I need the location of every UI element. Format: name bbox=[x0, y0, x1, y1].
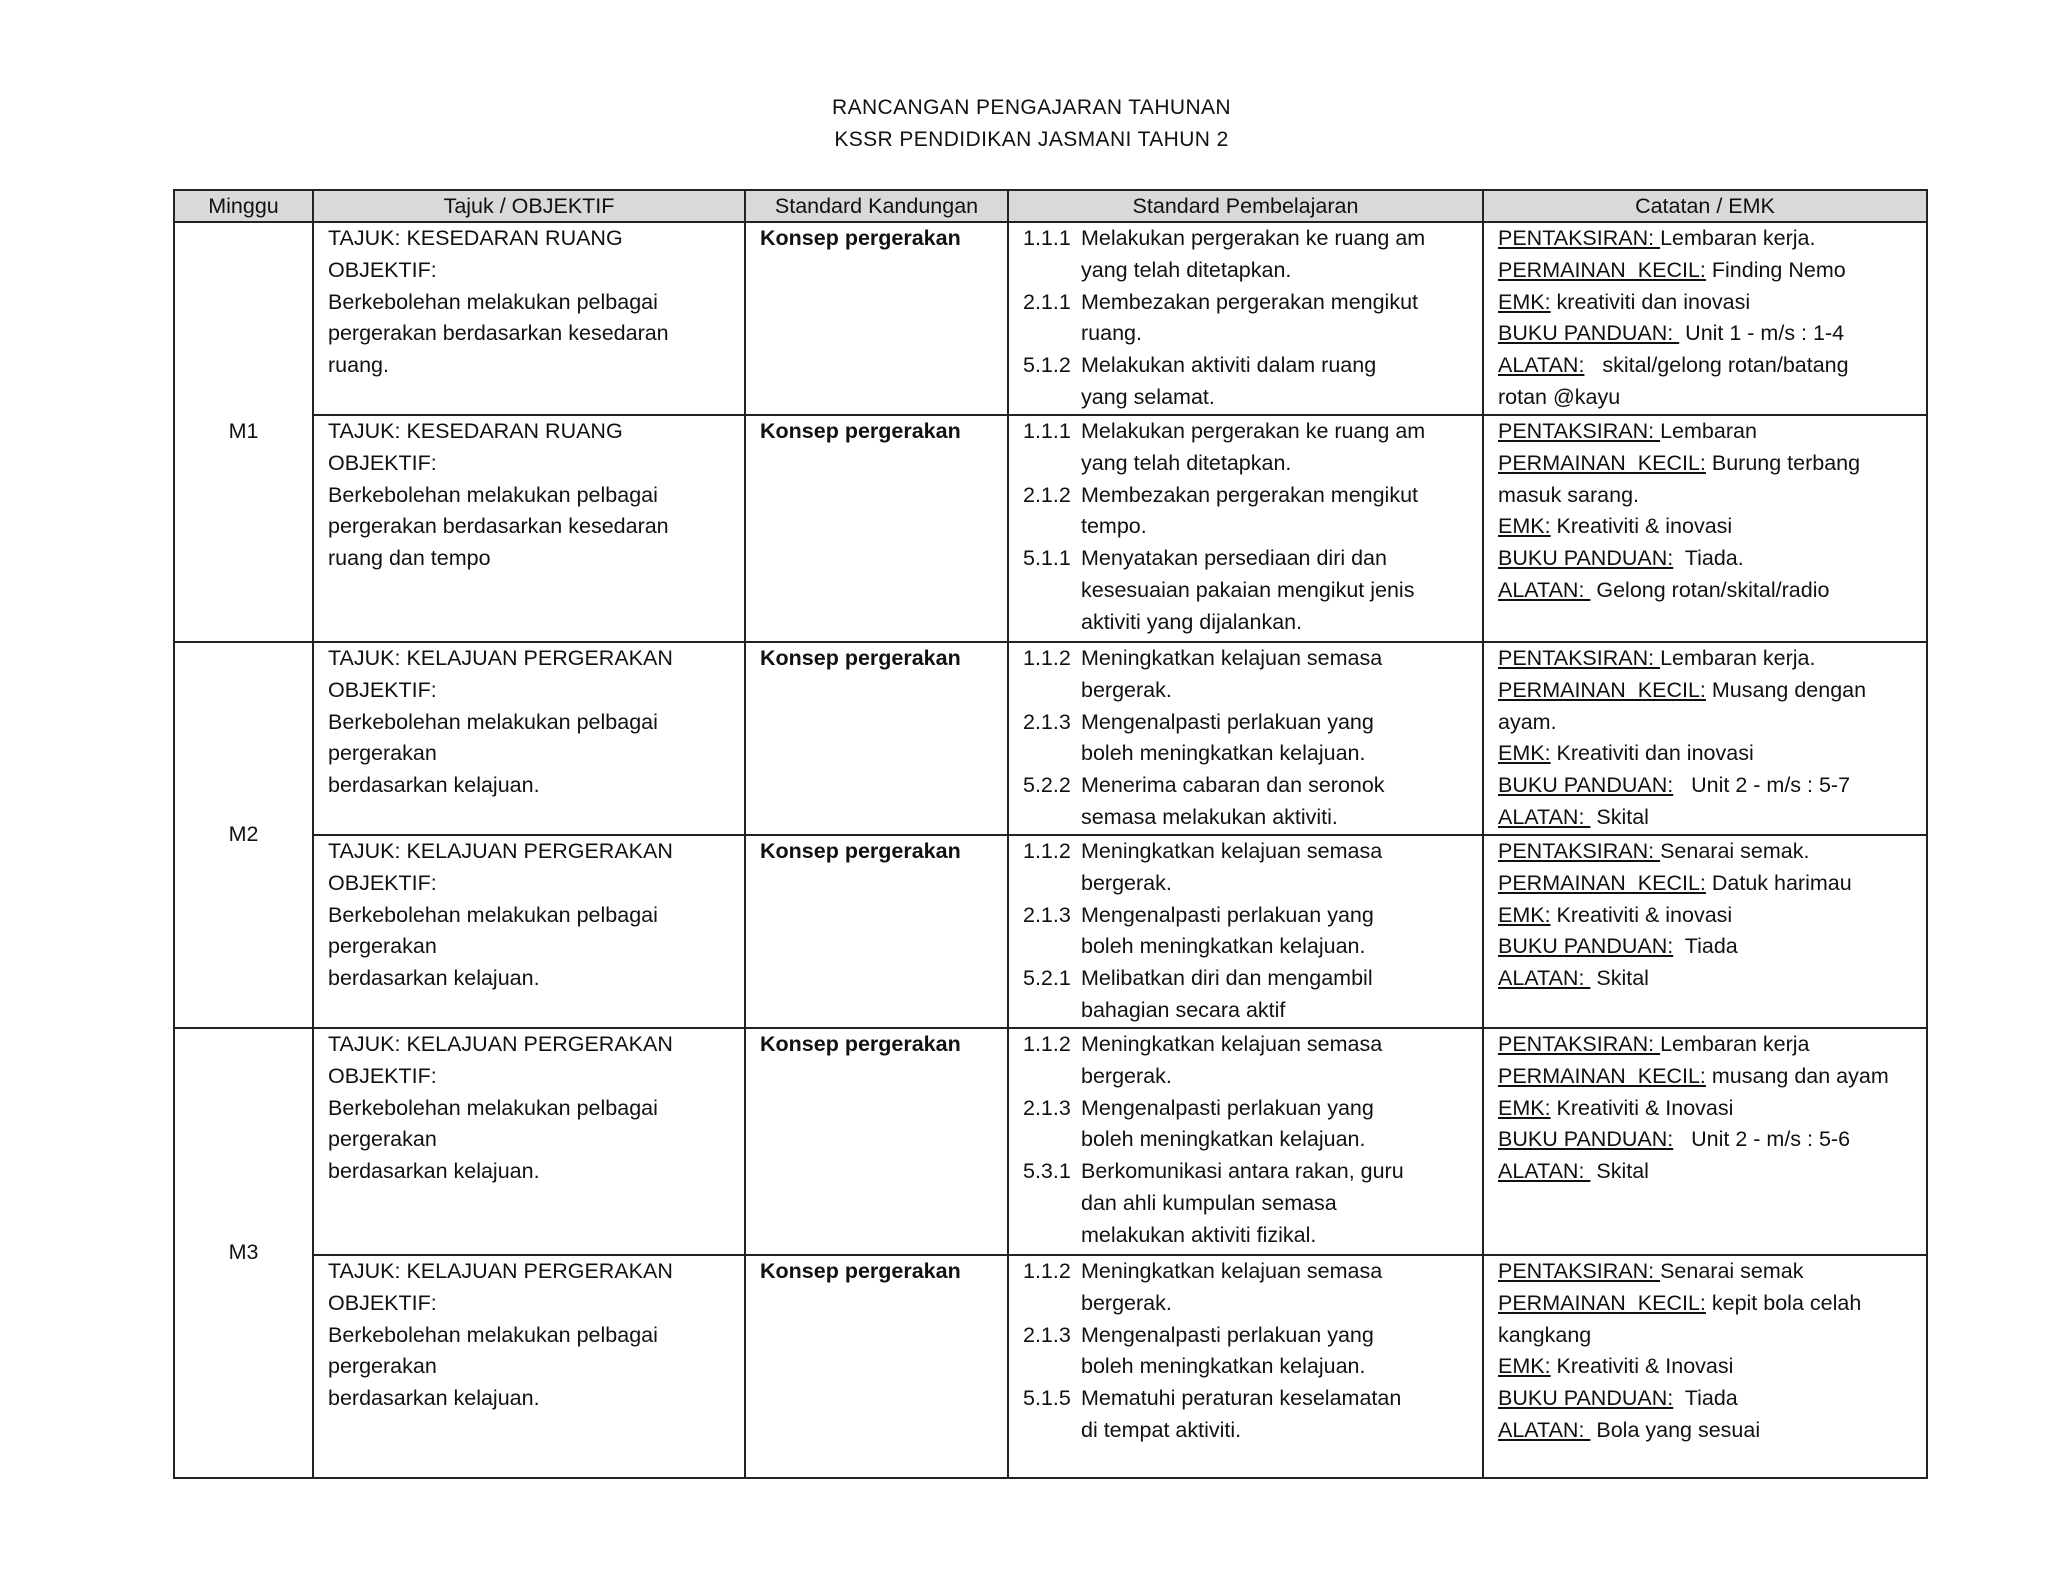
learning-standard-item bbox=[1023, 287, 1474, 351]
table-row bbox=[174, 835, 1927, 1028]
learning-standard-text: Mengenalpasti perlakuan yang bbox=[1081, 1322, 1374, 1347]
catatan-emk-cell bbox=[1483, 1028, 1927, 1255]
learning-standard-item bbox=[1023, 1320, 1474, 1384]
note-line bbox=[1498, 1351, 1918, 1383]
learning-standard-code: 2.1.3 bbox=[1023, 709, 1071, 734]
note-text: Kreativiti & Inovasi bbox=[1550, 1354, 1734, 1379]
learning-standard-text: Membezakan pergerakan mengikut bbox=[1081, 482, 1419, 507]
note-label: PENTAKSIRAN: bbox=[1498, 1259, 1661, 1283]
note-line bbox=[1498, 448, 1918, 480]
yearly-plan-table bbox=[173, 189, 1928, 1479]
tajuk-line: Berkebolehan melakukan pelbagai bbox=[328, 709, 658, 734]
learning-standard-text: semasa melakukan aktiviti. bbox=[1081, 804, 1338, 829]
learning-standard-code: 1.1.2 bbox=[1023, 646, 1071, 670]
standard-kandungan-cell: Konsep pergerakan bbox=[745, 1255, 1008, 1478]
note-line bbox=[1498, 255, 1918, 287]
note-text: Senarai semak. bbox=[1660, 839, 1810, 863]
note-line bbox=[1498, 707, 1918, 739]
learning-standard-item bbox=[1023, 1029, 1474, 1093]
tajuk-line: TAJUK: KESEDARAN RUANG bbox=[328, 226, 623, 250]
note-line bbox=[1498, 575, 1918, 607]
standard-pembelajaran-cell bbox=[1008, 1255, 1483, 1478]
note-label: PERMAINAN KECIL: bbox=[1498, 257, 1706, 282]
learning-standard-text: dan ahli kumpulan semasa bbox=[1081, 1190, 1337, 1215]
note-text: Gelong rotan/skital/radio bbox=[1590, 577, 1830, 602]
learning-standard-text: Meningkatkan kelajuan semasa bbox=[1081, 646, 1383, 670]
learning-standard-item bbox=[1023, 1156, 1474, 1251]
catatan-emk-cell bbox=[1483, 1255, 1927, 1478]
tajuk-line: pergerakan bbox=[328, 1354, 437, 1379]
learning-standard-text: Mengenalpasti perlakuan yang bbox=[1081, 709, 1374, 734]
note-text: Bola yang sesuai bbox=[1590, 1417, 1761, 1442]
tajuk-line: berdasarkan kelajuan. bbox=[328, 773, 540, 798]
note-label: ALATAN: bbox=[1498, 1417, 1591, 1442]
learning-standard-item bbox=[1023, 836, 1474, 900]
note-line bbox=[1498, 802, 1918, 834]
note-label: PENTAKSIRAN: bbox=[1498, 226, 1661, 250]
tajuk-line: berdasarkan kelajuan. bbox=[328, 966, 540, 991]
note-text: rotan @kayu bbox=[1498, 384, 1621, 409]
note-line bbox=[1498, 1093, 1918, 1125]
note-label: EMK: bbox=[1498, 514, 1551, 539]
learning-standard-text: boleh meningkatkan kelajuan. bbox=[1081, 1127, 1366, 1152]
learning-standard-text: Mematuhi peraturan keselamatan bbox=[1081, 1386, 1402, 1411]
learning-standard-code: 2.1.3 bbox=[1023, 1095, 1071, 1120]
learning-standard-text: boleh meningkatkan kelajuan. bbox=[1081, 934, 1366, 959]
tajuk-line: TAJUK: KELAJUAN PERGERAKAN bbox=[328, 839, 673, 863]
standard-kandungan-cell: Konsep pergerakan bbox=[745, 222, 1008, 415]
note-line bbox=[1498, 1124, 1918, 1156]
note-label: ALATAN: bbox=[1498, 966, 1591, 991]
note-text: Tiada. bbox=[1673, 546, 1744, 571]
note-text: Unit 2 - m/s : 5-7 bbox=[1673, 773, 1851, 798]
note-label: PENTAKSIRAN: bbox=[1498, 419, 1661, 443]
tajuk-objektif-cell bbox=[313, 1028, 745, 1255]
learning-standard-code: 1.1.2 bbox=[1023, 839, 1071, 863]
note-text: Musang dengan bbox=[1705, 677, 1867, 702]
learning-standard-text: yang telah ditetapkan. bbox=[1081, 257, 1292, 282]
note-line bbox=[1498, 223, 1918, 255]
standard-pembelajaran-cell bbox=[1008, 415, 1483, 642]
note-line bbox=[1498, 318, 1918, 350]
learning-standard-text: bergerak. bbox=[1081, 1063, 1172, 1088]
header-catatan: Catatan / EMK bbox=[1483, 190, 1927, 222]
learning-standard-item bbox=[1023, 707, 1474, 771]
learning-standard-text: Melibatkan diri dan mengambil bbox=[1081, 966, 1373, 991]
tajuk-objektif-cell bbox=[313, 642, 745, 835]
learning-standard-code: 5.1.5 bbox=[1023, 1386, 1071, 1411]
note-line bbox=[1498, 1415, 1918, 1447]
learning-standard-item bbox=[1023, 350, 1474, 414]
note-line bbox=[1498, 511, 1918, 543]
note-text: Kreativiti & inovasi bbox=[1550, 902, 1733, 927]
learning-standard-text: di tempat aktiviti. bbox=[1081, 1417, 1242, 1442]
learning-standard-text: Meningkatkan kelajuan semasa bbox=[1081, 839, 1383, 863]
learning-standard-code: 5.2.2 bbox=[1023, 773, 1071, 798]
tajuk-line: TAJUK: KELAJUAN PERGERAKAN bbox=[328, 1259, 673, 1283]
learning-standard-text: tempo. bbox=[1081, 514, 1147, 539]
note-text: Kreativiti & inovasi bbox=[1550, 514, 1733, 539]
note-line bbox=[1498, 643, 1918, 675]
note-label: BUKU PANDUAN: bbox=[1498, 321, 1680, 346]
note-line bbox=[1498, 738, 1918, 770]
note-line bbox=[1498, 963, 1918, 995]
note-text: Finding Nemo bbox=[1705, 257, 1846, 282]
catatan-emk-cell bbox=[1483, 835, 1927, 1028]
learning-standard-text: bergerak. bbox=[1081, 870, 1172, 895]
note-line bbox=[1498, 675, 1918, 707]
note-text: ayam. bbox=[1498, 709, 1557, 734]
learning-standard-item bbox=[1023, 1256, 1474, 1320]
learning-standard-item bbox=[1023, 1383, 1474, 1447]
tajuk-line: Berkebolehan melakukan pelbagai bbox=[328, 902, 658, 927]
table-body bbox=[174, 222, 1927, 1478]
tajuk-line: pergerakan bbox=[328, 934, 437, 959]
learning-standard-code: 5.1.1 bbox=[1023, 546, 1071, 571]
learning-standard-text: Melakukan pergerakan ke ruang am bbox=[1081, 419, 1426, 443]
note-line bbox=[1498, 836, 1918, 868]
note-line bbox=[1498, 931, 1918, 963]
note-text: kangkang bbox=[1498, 1322, 1592, 1347]
standard-pembelajaran-cell bbox=[1008, 642, 1483, 835]
note-label: EMK: bbox=[1498, 289, 1551, 314]
note-label: ALATAN: bbox=[1498, 577, 1591, 602]
tajuk-line: TAJUK: KELAJUAN PERGERAKAN bbox=[328, 1032, 673, 1056]
note-label: PENTAKSIRAN: bbox=[1498, 646, 1661, 670]
note-line bbox=[1498, 1383, 1918, 1415]
learning-standard-text: Mengenalpasti perlakuan yang bbox=[1081, 902, 1374, 927]
note-label: BUKU PANDUAN: bbox=[1498, 1386, 1674, 1411]
tajuk-objektif-cell bbox=[313, 1255, 745, 1478]
note-line bbox=[1498, 350, 1918, 382]
table-row bbox=[174, 415, 1927, 642]
learning-standard-text: melakukan aktiviti fizikal. bbox=[1081, 1222, 1317, 1247]
learning-standard-code: 2.1.2 bbox=[1023, 482, 1071, 507]
learning-standard-code: 1.1.2 bbox=[1023, 1259, 1071, 1283]
note-label: ALATAN: bbox=[1498, 804, 1591, 829]
note-label: PERMAINAN KECIL: bbox=[1498, 450, 1706, 475]
learning-standard-code: 2.1.3 bbox=[1023, 902, 1071, 927]
learning-standard-code: 1.1.2 bbox=[1023, 1032, 1071, 1056]
note-line bbox=[1498, 1288, 1918, 1320]
tajuk-line: pergerakan bbox=[328, 1127, 437, 1152]
note-label: PERMAINAN KECIL: bbox=[1498, 870, 1706, 895]
note-text: kepit bola celah bbox=[1705, 1290, 1862, 1315]
note-text: Senarai semak bbox=[1660, 1259, 1804, 1283]
tajuk-objektif-cell bbox=[313, 835, 745, 1028]
tajuk-line: OBJEKTIF: bbox=[328, 677, 437, 702]
note-text: Kreativiti & Inovasi bbox=[1550, 1095, 1734, 1120]
learning-standard-text: Meningkatkan kelajuan semasa bbox=[1081, 1259, 1383, 1283]
note-label: EMK: bbox=[1498, 1095, 1551, 1120]
note-text: Burung terbang bbox=[1705, 450, 1861, 475]
tajuk-line: TAJUK: KESEDARAN RUANG bbox=[328, 419, 623, 443]
note-line bbox=[1498, 900, 1918, 932]
note-label: EMK: bbox=[1498, 902, 1551, 927]
header-minggu: Minggu bbox=[174, 190, 313, 222]
note-text: Lembaran kerja. bbox=[1660, 226, 1816, 250]
table-row bbox=[174, 642, 1927, 835]
note-text: Skital bbox=[1590, 966, 1649, 991]
note-label: BUKU PANDUAN: bbox=[1498, 546, 1674, 571]
learning-standard-code: 5.1.2 bbox=[1023, 353, 1071, 378]
title-line-2: KSSR PENDIDIKAN JASMANI TAHUN 2 bbox=[834, 128, 1229, 151]
note-text: Unit 2 - m/s : 5-6 bbox=[1673, 1127, 1851, 1152]
note-label: BUKU PANDUAN: bbox=[1498, 773, 1674, 798]
note-label: PERMAINAN KECIL: bbox=[1498, 1290, 1706, 1315]
note-text: masuk sarang. bbox=[1498, 482, 1640, 507]
header-row bbox=[174, 190, 1927, 222]
tajuk-line: OBJEKTIF: bbox=[328, 1063, 437, 1088]
learning-standard-text: Melakukan aktiviti dalam ruang bbox=[1081, 353, 1377, 378]
tajuk-line: Berkebolehan melakukan pelbagai bbox=[328, 1322, 658, 1347]
tajuk-line: pergerakan bbox=[328, 741, 437, 766]
tajuk-line: ruang dan tempo bbox=[328, 546, 491, 571]
tajuk-objektif-cell bbox=[313, 222, 745, 415]
standard-pembelajaran-cell bbox=[1008, 1028, 1483, 1255]
note-label: EMK: bbox=[1498, 741, 1551, 766]
week-label: M3 bbox=[174, 1028, 313, 1478]
note-label: PENTAKSIRAN: bbox=[1498, 839, 1661, 863]
learning-standard-text: yang selamat. bbox=[1081, 384, 1215, 409]
note-text: musang dan ayam bbox=[1705, 1063, 1889, 1088]
tajuk-line: TAJUK: KELAJUAN PERGERAKAN bbox=[328, 646, 673, 670]
tajuk-line: berdasarkan kelajuan. bbox=[328, 1386, 540, 1411]
note-text: Lembaran kerja bbox=[1660, 1032, 1810, 1056]
note-text: Datuk harimau bbox=[1705, 870, 1852, 895]
tajuk-line: OBJEKTIF: bbox=[328, 450, 437, 475]
learning-standard-text: Menerima cabaran dan seronok bbox=[1081, 773, 1385, 798]
learning-standard-text: aktiviti yang dijalankan. bbox=[1081, 609, 1303, 634]
tajuk-line: pergerakan berdasarkan kesedaran bbox=[328, 321, 669, 346]
learning-standard-item bbox=[1023, 223, 1474, 287]
note-text: Tiada bbox=[1673, 934, 1738, 959]
tajuk-objektif-cell bbox=[313, 415, 745, 642]
learning-standard-code: 2.1.3 bbox=[1023, 1322, 1071, 1347]
table-row bbox=[174, 1255, 1927, 1478]
learning-standard-text: ruang. bbox=[1081, 321, 1142, 346]
catatan-emk-cell bbox=[1483, 642, 1927, 835]
note-line bbox=[1498, 1061, 1918, 1093]
catatan-emk-cell bbox=[1483, 415, 1927, 642]
note-label: ALATAN: bbox=[1498, 353, 1585, 378]
note-line bbox=[1498, 287, 1918, 319]
standard-kandungan-cell: Konsep pergerakan bbox=[745, 642, 1008, 835]
tajuk-line: OBJEKTIF: bbox=[328, 870, 437, 895]
learning-standard-item bbox=[1023, 416, 1474, 480]
standard-pembelajaran-cell bbox=[1008, 222, 1483, 415]
note-label: PERMAINAN KECIL: bbox=[1498, 677, 1706, 702]
tajuk-line: ruang. bbox=[328, 353, 389, 378]
header-standard-kandungan: Standard Kandungan bbox=[745, 190, 1008, 222]
learning-standard-item bbox=[1023, 543, 1474, 638]
learning-standard-code: 5.2.1 bbox=[1023, 966, 1071, 991]
note-line bbox=[1498, 1256, 1918, 1288]
learning-standard-text: boleh meningkatkan kelajuan. bbox=[1081, 1354, 1366, 1379]
note-text: Skital bbox=[1590, 804, 1649, 829]
note-line bbox=[1498, 480, 1918, 512]
note-label: ALATAN: bbox=[1498, 1159, 1591, 1184]
tajuk-line: OBJEKTIF: bbox=[328, 1290, 437, 1315]
learning-standard-item bbox=[1023, 1093, 1474, 1157]
standard-pembelajaran-cell bbox=[1008, 835, 1483, 1028]
learning-standard-text: Menyatakan persediaan diri dan bbox=[1081, 546, 1387, 571]
note-text: Unit 1 - m/s : 1-4 bbox=[1679, 321, 1845, 346]
learning-standard-text: yang telah ditetapkan. bbox=[1081, 450, 1292, 475]
note-line bbox=[1498, 416, 1918, 448]
learning-standard-item bbox=[1023, 480, 1474, 544]
header-standard-pembelajaran: Standard Pembelajaran bbox=[1008, 190, 1483, 222]
note-text: kreativiti dan inovasi bbox=[1550, 289, 1751, 314]
note-label: EMK: bbox=[1498, 1354, 1551, 1379]
standard-kandungan-cell: Konsep pergerakan bbox=[745, 835, 1008, 1028]
title-line-1: RANCANGAN PENGAJARAN TAHUNAN bbox=[832, 96, 1231, 119]
learning-standard-item bbox=[1023, 770, 1474, 834]
standard-kandungan-cell: Konsep pergerakan bbox=[745, 1028, 1008, 1255]
note-label: BUKU PANDUAN: bbox=[1498, 934, 1674, 959]
learning-standard-text: Melakukan pergerakan ke ruang am bbox=[1081, 226, 1426, 250]
note-text: Tiada bbox=[1673, 1386, 1738, 1411]
tajuk-line: berdasarkan kelajuan. bbox=[328, 1159, 540, 1184]
tajuk-line: Berkebolehan melakukan pelbagai bbox=[328, 1095, 658, 1120]
learning-standard-code: 5.3.1 bbox=[1023, 1159, 1071, 1184]
tajuk-line: Berkebolehan melakukan pelbagai bbox=[328, 482, 658, 507]
learning-standard-item bbox=[1023, 643, 1474, 707]
learning-standard-item bbox=[1023, 963, 1474, 1027]
week-label: M1 bbox=[174, 222, 313, 642]
note-label: PENTAKSIRAN: bbox=[1498, 1032, 1661, 1056]
note-text: Lembaran kerja. bbox=[1660, 646, 1816, 670]
table-row bbox=[174, 222, 1927, 415]
learning-standard-text: bahagian secara aktif bbox=[1081, 997, 1286, 1022]
tajuk-line: OBJEKTIF: bbox=[328, 257, 437, 282]
learning-standard-text: boleh meningkatkan kelajuan. bbox=[1081, 741, 1366, 766]
table-row bbox=[174, 1028, 1927, 1255]
note-line bbox=[1498, 1320, 1918, 1352]
learning-standard-code: 1.1.1 bbox=[1023, 226, 1071, 250]
learning-standard-text: kesesuaian pakaian mengikut jenis bbox=[1081, 577, 1415, 602]
note-label: PERMAINAN KECIL: bbox=[1498, 1063, 1706, 1088]
week-label: M2 bbox=[174, 642, 313, 1028]
learning-standard-item bbox=[1023, 900, 1474, 964]
learning-standard-code: 2.1.1 bbox=[1023, 289, 1071, 314]
note-text: skital/gelong rotan/batang bbox=[1584, 353, 1849, 378]
note-line bbox=[1498, 1156, 1918, 1188]
standard-kandungan-cell: Konsep pergerakan bbox=[745, 415, 1008, 642]
note-label: BUKU PANDUAN: bbox=[1498, 1127, 1674, 1152]
catatan-emk-cell bbox=[1483, 222, 1927, 415]
note-line bbox=[1498, 382, 1918, 414]
learning-standard-text: Meningkatkan kelajuan semasa bbox=[1081, 1032, 1383, 1056]
header-tajuk: Tajuk / OBJEKTIF bbox=[313, 190, 745, 222]
learning-standard-code: 1.1.1 bbox=[1023, 419, 1071, 443]
learning-standard-text: Mengenalpasti perlakuan yang bbox=[1081, 1095, 1374, 1120]
learning-standard-text: Membezakan pergerakan mengikut bbox=[1081, 289, 1419, 314]
note-line bbox=[1498, 543, 1918, 575]
learning-standard-text: bergerak. bbox=[1081, 677, 1172, 702]
note-line bbox=[1498, 770, 1918, 802]
tajuk-line: Berkebolehan melakukan pelbagai bbox=[328, 289, 658, 314]
note-text: Skital bbox=[1590, 1159, 1649, 1184]
note-line bbox=[1498, 1029, 1918, 1061]
note-text: Kreativiti dan inovasi bbox=[1550, 741, 1754, 766]
note-line bbox=[1498, 868, 1918, 900]
learning-standard-text: bergerak. bbox=[1081, 1290, 1172, 1315]
learning-standard-text: Berkomunikasi antara rakan, guru bbox=[1081, 1159, 1404, 1184]
document-title bbox=[0, 92, 2048, 156]
tajuk-line: pergerakan berdasarkan kesedaran bbox=[328, 514, 669, 539]
note-text: Lembaran bbox=[1660, 419, 1757, 443]
